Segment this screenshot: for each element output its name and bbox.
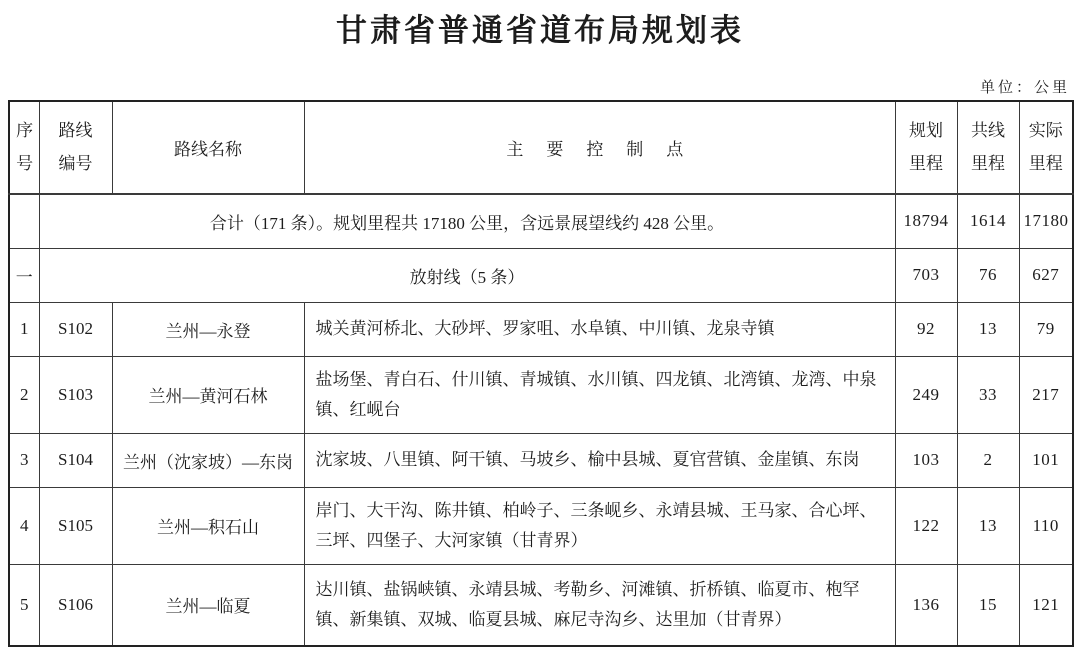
header-seq <box>9 101 39 194</box>
cell-route-name: 兰州（沈家坡）—东岗 <box>112 433 304 487</box>
cell-shared-mileage: 1614 <box>957 194 1019 248</box>
cell-control-points: 沈家坡、八里镇、阿干镇、马坡乡、榆中县城、夏官营镇、金崖镇、东岗 <box>304 433 895 487</box>
cell-actual-mileage: 17180 <box>1019 194 1073 248</box>
table-row <box>9 487 1073 564</box>
cell-route-code: S105 <box>39 487 112 564</box>
cell-actual-mileage: 110 <box>1019 487 1073 564</box>
table-row <box>9 564 1073 646</box>
road-planning-table <box>8 100 1074 647</box>
cell-shared-mileage: 15 <box>957 564 1019 646</box>
header-route-name-label: 路线名称 <box>174 140 242 159</box>
cell-seq: 2 <box>9 356 39 433</box>
cell-control-points: 岸门、大干沟、陈井镇、柏岭子、三条岘乡、永靖县城、王马家、合心坪、三坪、四堡子、大河家镇（甘青界） <box>304 487 895 564</box>
page-title: 甘肃省普通省道布局规划表 <box>336 13 744 48</box>
cell-actual-mileage: 101 <box>1019 433 1073 487</box>
cell-planned-mileage: 103 <box>895 433 957 487</box>
cell-actual-mileage: 217 <box>1019 356 1073 433</box>
header-actual-mileage-label: 实际里程 <box>1028 121 1063 173</box>
cell-route-name: 兰州—积石山 <box>112 487 304 564</box>
cell-planned-mileage: 703 <box>895 248 957 302</box>
cell-control-points: 达川镇、盐锅峡镇、永靖县城、考勒乡、河滩镇、折桥镇、临夏市、枹罕镇、新集镇、双城、临夏县城、麻尼寺沟乡、达里加（甘青界） <box>304 564 895 646</box>
header-seq-label: 序号 <box>16 121 34 173</box>
cell-total-summary: 合计（171 条）。规划里程共 17180 公里，含远景展望线约 428 公里。 <box>39 194 895 248</box>
cell-seq: 3 <box>9 433 39 487</box>
cell-shared-mileage: 2 <box>957 433 1019 487</box>
table-row <box>9 302 1073 356</box>
cell-planned-mileage: 92 <box>895 302 957 356</box>
table-row <box>9 433 1073 487</box>
header-planned-mileage <box>895 101 957 194</box>
cell-shared-mileage: 13 <box>957 487 1019 564</box>
header-control-points-label: 主 要 控 制 点 <box>506 140 693 159</box>
cell-shared-mileage: 33 <box>957 356 1019 433</box>
cell-shared-mileage: 13 <box>957 302 1019 356</box>
unit-label: 单位：公里 <box>979 80 1070 96</box>
cell-actual-mileage: 121 <box>1019 564 1073 646</box>
cell-seq: 一 <box>9 248 39 302</box>
cell-seq: 4 <box>9 487 39 564</box>
cell-seq: 5 <box>9 564 39 646</box>
header-route-code <box>39 101 112 194</box>
cell-seq: 1 <box>9 302 39 356</box>
cell-control-points: 城关黄河桥北、大砂坪、罗家咀、水阜镇、中川镇、龙泉寺镇 <box>304 302 895 356</box>
cell-actual-mileage: 79 <box>1019 302 1073 356</box>
table-row <box>9 356 1073 433</box>
cell-planned-mileage: 18794 <box>895 194 957 248</box>
cell-control-points: 盐场堡、青白石、什川镇、青城镇、水川镇、四龙镇、北湾镇、龙湾、中泉镇、红岘台 <box>304 356 895 433</box>
cell-route-name: 兰州—黄河石林 <box>112 356 304 433</box>
cell-route-code: S102 <box>39 302 112 356</box>
cell-section-title: 放射线（5 条） <box>39 248 895 302</box>
cell-route-name: 兰州—临夏 <box>112 564 304 646</box>
table-row-section <box>9 248 1073 302</box>
header-control-points <box>304 101 895 194</box>
table-header-row <box>9 101 1073 194</box>
header-shared-mileage <box>957 101 1019 194</box>
cell-route-code: S103 <box>39 356 112 433</box>
cell-route-code: S104 <box>39 433 112 487</box>
cell-shared-mileage: 76 <box>957 248 1019 302</box>
cell-route-code: S106 <box>39 564 112 646</box>
header-route-code-label: 路线编号 <box>58 121 93 173</box>
cell-actual-mileage: 627 <box>1019 248 1073 302</box>
cell-route-name: 兰州—永登 <box>112 302 304 356</box>
header-planned-mileage-label: 规划里程 <box>909 121 943 173</box>
cell-planned-mileage: 136 <box>895 564 957 646</box>
header-route-name <box>112 101 304 194</box>
cell-planned-mileage: 249 <box>895 356 957 433</box>
cell-planned-mileage: 122 <box>895 487 957 564</box>
table-row-total <box>9 194 1073 248</box>
header-shared-mileage-label: 共线里程 <box>971 121 1005 173</box>
cell-seq <box>9 194 39 248</box>
header-actual-mileage <box>1019 101 1073 194</box>
